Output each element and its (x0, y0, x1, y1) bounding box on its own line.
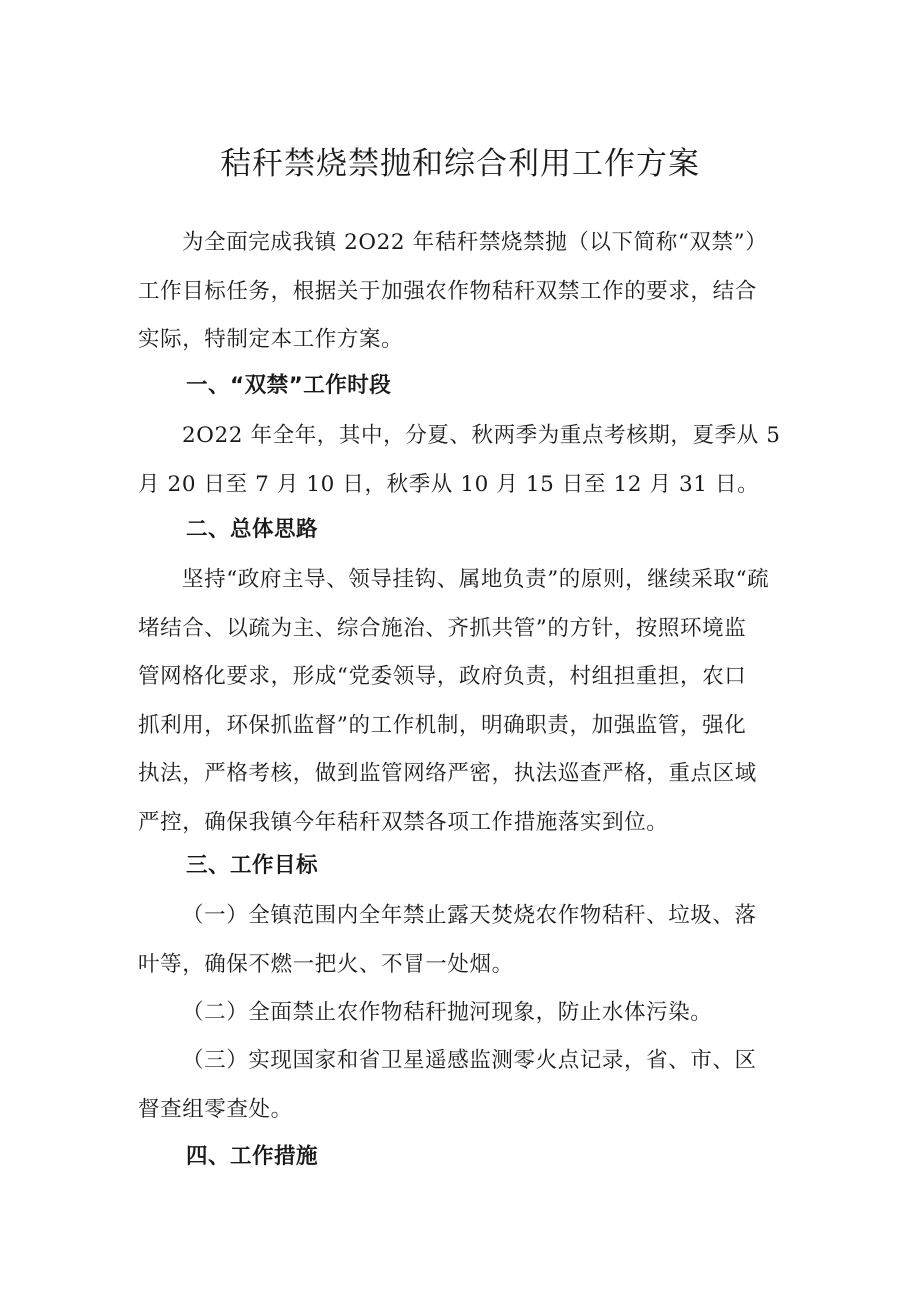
section-2-line-5: 执法，严格考核，做到监管网络严密，执法巡查严格，重点区域 (138, 761, 757, 786)
section-2-line-3: 管网格化要求，形成“党委领导，政府负责，村组担重担，农口 (138, 664, 747, 689)
section-2-line-4: 抓利用，环保抓监督”的工作机制，明确职责，加强监管，强化 (138, 712, 747, 738)
intro-line-2: 工作目标任务，根据关于加强农作物秸秆双禁工作的要求，结合 (138, 278, 757, 304)
section-1-line-2: 月 20 日至 7 月 10 日，秋季从 10 月 15 日至 12 月 31 日。 (138, 471, 760, 497)
section-2-line-1: 坚持“政府主导、领导挂钩、属地负责”的原则，继续采取“疏 (182, 567, 770, 592)
section-4-heading: 四、工作措施 (186, 1144, 319, 1169)
section-3-item-3 (138, 1037, 790, 1134)
section-3-item-1 (138, 892, 790, 989)
section-3-heading: 三、工作目标 (186, 853, 319, 878)
section-3-item-3-line-1: （三）实现国家和省卫星遥感监测零火点记录，省、市、区 (182, 1048, 757, 1073)
section-3-item-2-line-1: （二）全面禁止农作物秸秆抛河现象，防止水体污染。 (182, 1000, 713, 1025)
section-2-line-2: 堵结合、以疏为主、综合施治、齐抓共管”的方针，按照环境监 (138, 615, 747, 641)
section-2-heading: 二、总体思路 (186, 517, 319, 542)
intro-paragraph (138, 219, 790, 365)
intro-line-3: 实际，特制定本工作方案。 (138, 327, 404, 352)
section-3-item-2 (138, 989, 790, 1038)
section-3-item-1-line-1: （一）全镇范围内全年禁止露天焚烧农作物秸秆、垃圾、落 (182, 903, 757, 928)
section-3-item-3-line-2: 督查组零查处。 (138, 1096, 293, 1122)
section-1-line-1: 2O22 年全年，其中，分夏、秋两季为重点考核期，夏季从 5 (182, 423, 781, 448)
document-title: 秸秆禁烧禁抛和综合利用工作方案 (220, 146, 700, 182)
section-1-heading: 一、“双禁”工作时段 (186, 373, 392, 398)
section-1-paragraph (138, 412, 790, 509)
intro-line-1: 为全面完成我镇 2O22 年秸秆禁烧禁抛（以下简称“双禁”） (182, 230, 768, 255)
section-2-line-6: 严控，确保我镇今年秸秆双禁各项工作措施落实到位。 (138, 809, 669, 835)
section-3-item-1-line-2: 叶等，确保不燃一把火、不冒一处烟。 (138, 951, 514, 977)
section-2-paragraph (138, 556, 790, 847)
